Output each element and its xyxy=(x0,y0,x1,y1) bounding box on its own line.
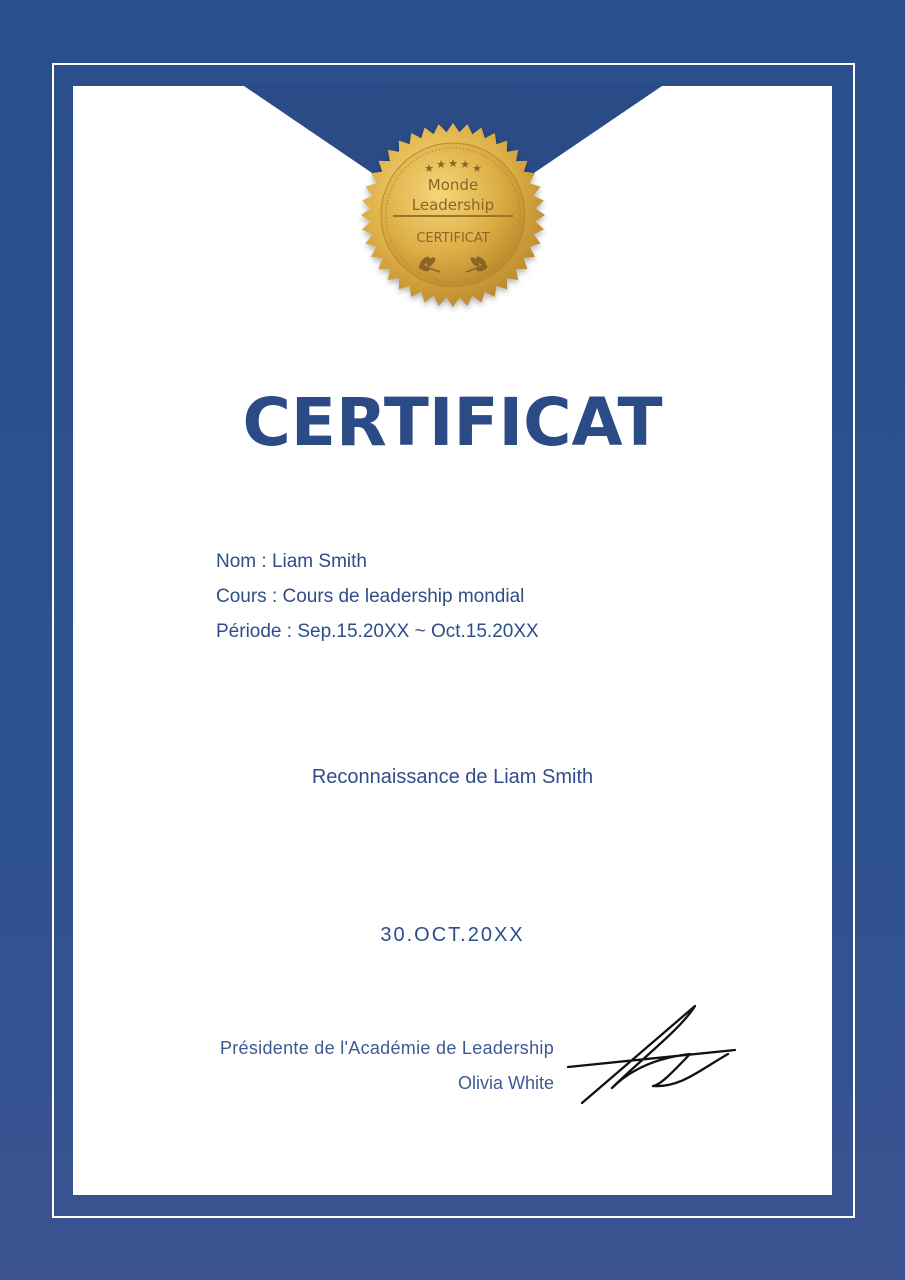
gold-seal xyxy=(358,120,548,315)
signatory-title: Présidente de l'Académie de Leadership xyxy=(219,1038,554,1058)
detail-name: Nom : Liam Smith xyxy=(216,551,367,572)
svg-text:★: ★ xyxy=(472,163,482,175)
seal-text-certificat: CERTIFICAT xyxy=(416,231,490,246)
svg-text:★: ★ xyxy=(436,159,446,171)
detail-course: Cours : Cours de leadership mondial xyxy=(216,586,525,607)
recognition-text: Reconnaissance de Liam Smith xyxy=(311,766,594,788)
signatory-name: Olivia White xyxy=(457,1073,554,1093)
seal-text-monde: Monde xyxy=(427,176,479,194)
svg-text:★: ★ xyxy=(424,163,434,175)
issue-date: 30.OCT.20XX xyxy=(380,924,525,946)
svg-text:★: ★ xyxy=(448,158,458,170)
svg-text:★: ★ xyxy=(460,159,470,171)
certificate-title: CERTIFICAT xyxy=(242,384,663,461)
detail-period: Période : Sep.15.20XX ~ Oct.15.20XX xyxy=(216,621,539,642)
seal-text-leadership: Leadership xyxy=(411,196,495,214)
handwritten-signature xyxy=(560,1000,750,1110)
